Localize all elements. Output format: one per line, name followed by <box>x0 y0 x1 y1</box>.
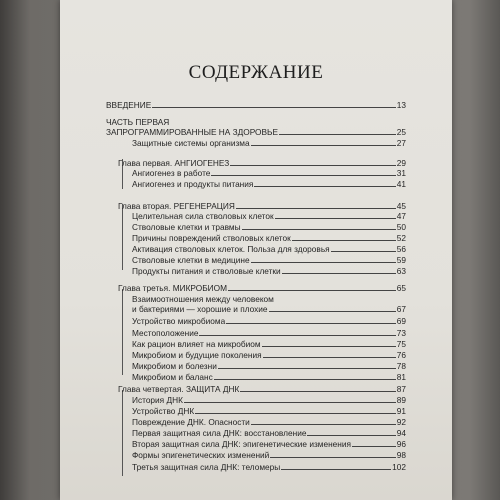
toc-entry-line1[interactable] <box>132 294 406 304</box>
toc-leader <box>195 413 396 414</box>
toc-leader <box>352 446 396 447</box>
toc-entry-label: Стволовые клетки в медицине <box>132 255 250 265</box>
toc-entry-label: Третья защитная сила ДНК: теломеры <box>132 462 281 472</box>
toc-entry[interactable] <box>132 462 406 472</box>
toc-page-number: 98 <box>396 450 406 460</box>
toc-page-number: 76 <box>396 350 406 360</box>
toc-page-number: 92 <box>396 417 406 427</box>
chapter-bracket-line <box>122 390 123 476</box>
toc-entry-label: Устройство ДНК <box>132 406 195 416</box>
toc-leader <box>270 457 395 458</box>
toc-page-number: 25 <box>396 127 406 137</box>
toc-entry-label: Активация стволовых клеток. Польза для здоровья <box>132 244 330 254</box>
toc-entry[interactable] <box>132 255 406 265</box>
toc-entry-label: Ангиогенез в работе <box>132 168 211 178</box>
toc-leader <box>211 175 395 176</box>
toc-entry-label: Микробиом и будущие поколения <box>132 350 262 360</box>
toc-leader <box>282 273 396 274</box>
toc-entry-label: Защитные системы организма <box>132 138 250 148</box>
toc-leader <box>226 323 396 324</box>
toc-entry[interactable] <box>132 179 406 189</box>
toc-entry-label: Продукты питания и стволовые клетки <box>132 266 281 276</box>
toc-leader <box>307 435 395 436</box>
toc-page-number: 29 <box>396 158 406 168</box>
toc-entry[interactable] <box>132 339 406 349</box>
toc-entry-part1[interactable] <box>106 127 406 137</box>
toc-entry[interactable] <box>132 304 406 314</box>
toc-page-number: 63 <box>396 266 406 276</box>
toc-page-number: 41 <box>396 179 406 189</box>
toc-leader <box>152 107 396 108</box>
toc-entry-label: Как рацион влияет на микробиом <box>132 339 261 349</box>
toc-entry[interactable] <box>132 222 406 232</box>
toc-page-number: 102 <box>392 462 406 472</box>
toc-entry-label: Вторая защитная сила ДНК: эпигенетические изменения <box>132 439 351 449</box>
toc-leader <box>240 391 395 392</box>
toc-entry-label: История ДНК <box>132 395 183 405</box>
part-label: ЧАСТЬ ПЕРВАЯ <box>106 117 170 127</box>
chapter-label: Глава первая. АНГИОГЕНЕЗ <box>118 158 230 168</box>
toc-page-number: 69 <box>396 316 406 326</box>
toc-chapter-1[interactable] <box>118 158 406 168</box>
toc-entry-label: Первая защитная сила ДНК: восстановление <box>132 428 307 438</box>
toc-entry-label: Стволовые клетки и травмы <box>132 222 241 232</box>
toc-leader <box>251 424 396 425</box>
toc-leader <box>199 335 395 336</box>
toc-entry-label: Устройство микробиома <box>132 316 226 326</box>
toc-entry-label: Ангиогенез и продукты питания <box>132 179 254 189</box>
toc-leader <box>228 290 396 291</box>
toc-leader <box>251 262 396 263</box>
toc-leader <box>184 402 396 403</box>
toc-leader <box>269 311 396 312</box>
toc-leader <box>254 186 395 187</box>
toc-leader <box>236 208 396 209</box>
toc-entry-label: и бактериями — хорошие и плохие <box>132 304 268 314</box>
toc-leader <box>214 379 396 380</box>
toc-page-number: 73 <box>396 328 406 338</box>
toc-page-number: 59 <box>396 255 406 265</box>
toc-entry[interactable] <box>132 350 406 360</box>
toc-page-number: 78 <box>396 361 406 371</box>
toc-entry[interactable] <box>132 450 406 460</box>
toc-entry[interactable] <box>132 372 406 382</box>
toc-entry[interactable] <box>132 168 406 178</box>
toc-leader <box>262 346 396 347</box>
toc-chapter-3[interactable] <box>118 283 406 293</box>
part-title: ЗАПРОГРАММИРОВАННЫЕ НА ЗДОРОВЬЕ <box>106 127 279 137</box>
toc-page-number: 47 <box>396 211 406 221</box>
toc-part-heading <box>106 117 406 127</box>
toc-entry[interactable] <box>132 211 406 221</box>
toc-entry[interactable] <box>132 266 406 276</box>
toc-entry-label: Микробиом и баланс <box>132 372 213 382</box>
toc-chapter-4[interactable] <box>118 384 406 394</box>
toc-leader <box>279 134 396 135</box>
toc-page-number: 56 <box>396 244 406 254</box>
toc-page-number: 50 <box>396 222 406 232</box>
toc-entry[interactable] <box>132 233 406 243</box>
toc-entry-part1-sub[interactable] <box>132 138 406 148</box>
toc-page-number: 81 <box>396 372 406 382</box>
toc-entry[interactable] <box>132 439 406 449</box>
toc-page-number: 91 <box>396 406 406 416</box>
toc-page-number: 67 <box>396 304 406 314</box>
chapter-label: Глава третья. МИКРОБИОМ <box>118 283 227 293</box>
toc-entry-label: Повреждение ДНК. Опасности <box>132 417 250 427</box>
toc-page-number: 96 <box>396 439 406 449</box>
toc-leader <box>230 165 395 166</box>
chapter-label: Глава четвертая. ЗАЩИТА ДНК <box>118 384 240 394</box>
toc-leader <box>218 368 396 369</box>
table-of-contents <box>60 0 452 500</box>
toc-chapter-2[interactable] <box>118 201 406 211</box>
toc-entry-label: Целительная сила стволовых клеток <box>132 211 274 221</box>
toc-leader <box>292 240 396 241</box>
toc-leader <box>251 145 396 146</box>
toc-leader <box>281 469 391 470</box>
toc-entry-label: Причины повреждений стволовых клеток <box>132 233 291 243</box>
toc-leader <box>275 218 396 219</box>
toc-entry-label: ВВЕДЕНИЕ <box>106 100 152 110</box>
toc-page-number: 13 <box>396 100 406 110</box>
toc-entry-label: Микробиом и болезни <box>132 361 217 371</box>
toc-entry[interactable] <box>132 417 406 427</box>
toc-leader <box>331 251 396 252</box>
toc-entry[interactable] <box>132 395 406 405</box>
chapter-bracket-line <box>122 289 123 375</box>
toc-entry[interactable] <box>132 244 406 254</box>
toc-page-number: 87 <box>396 384 406 394</box>
toc-page-number: 65 <box>396 283 406 293</box>
toc-page-number: 31 <box>396 168 406 178</box>
toc-page-number: 94 <box>396 428 406 438</box>
toc-page-number: 75 <box>396 339 406 349</box>
toc-entry[interactable] <box>132 428 406 438</box>
toc-entry-label: Местоположение <box>132 328 199 338</box>
toc-leader <box>242 229 396 230</box>
toc-leader <box>263 357 396 358</box>
toc-entry-label: Взаимоотношения между человеком <box>132 294 274 304</box>
chapter-label: Глава вторая. РЕГЕНЕРАЦИЯ <box>118 201 235 211</box>
book-page <box>60 0 452 500</box>
toc-page-number: 89 <box>396 395 406 405</box>
toc-entry[interactable] <box>132 316 406 326</box>
chapter-bracket-line <box>122 204 123 270</box>
toc-entry[interactable] <box>132 328 406 338</box>
toc-page-number: 27 <box>396 138 406 148</box>
toc-entry[interactable] <box>132 406 406 416</box>
toc-page-number: 45 <box>396 201 406 211</box>
toc-entry-label: Формы эпигенетических изменений <box>132 450 270 460</box>
toc-page-number: 52 <box>396 233 406 243</box>
toc-entry-intro[interactable] <box>106 100 406 110</box>
toc-entry[interactable] <box>132 361 406 371</box>
page-title: СОДЕРЖАНИЕ <box>188 62 324 83</box>
